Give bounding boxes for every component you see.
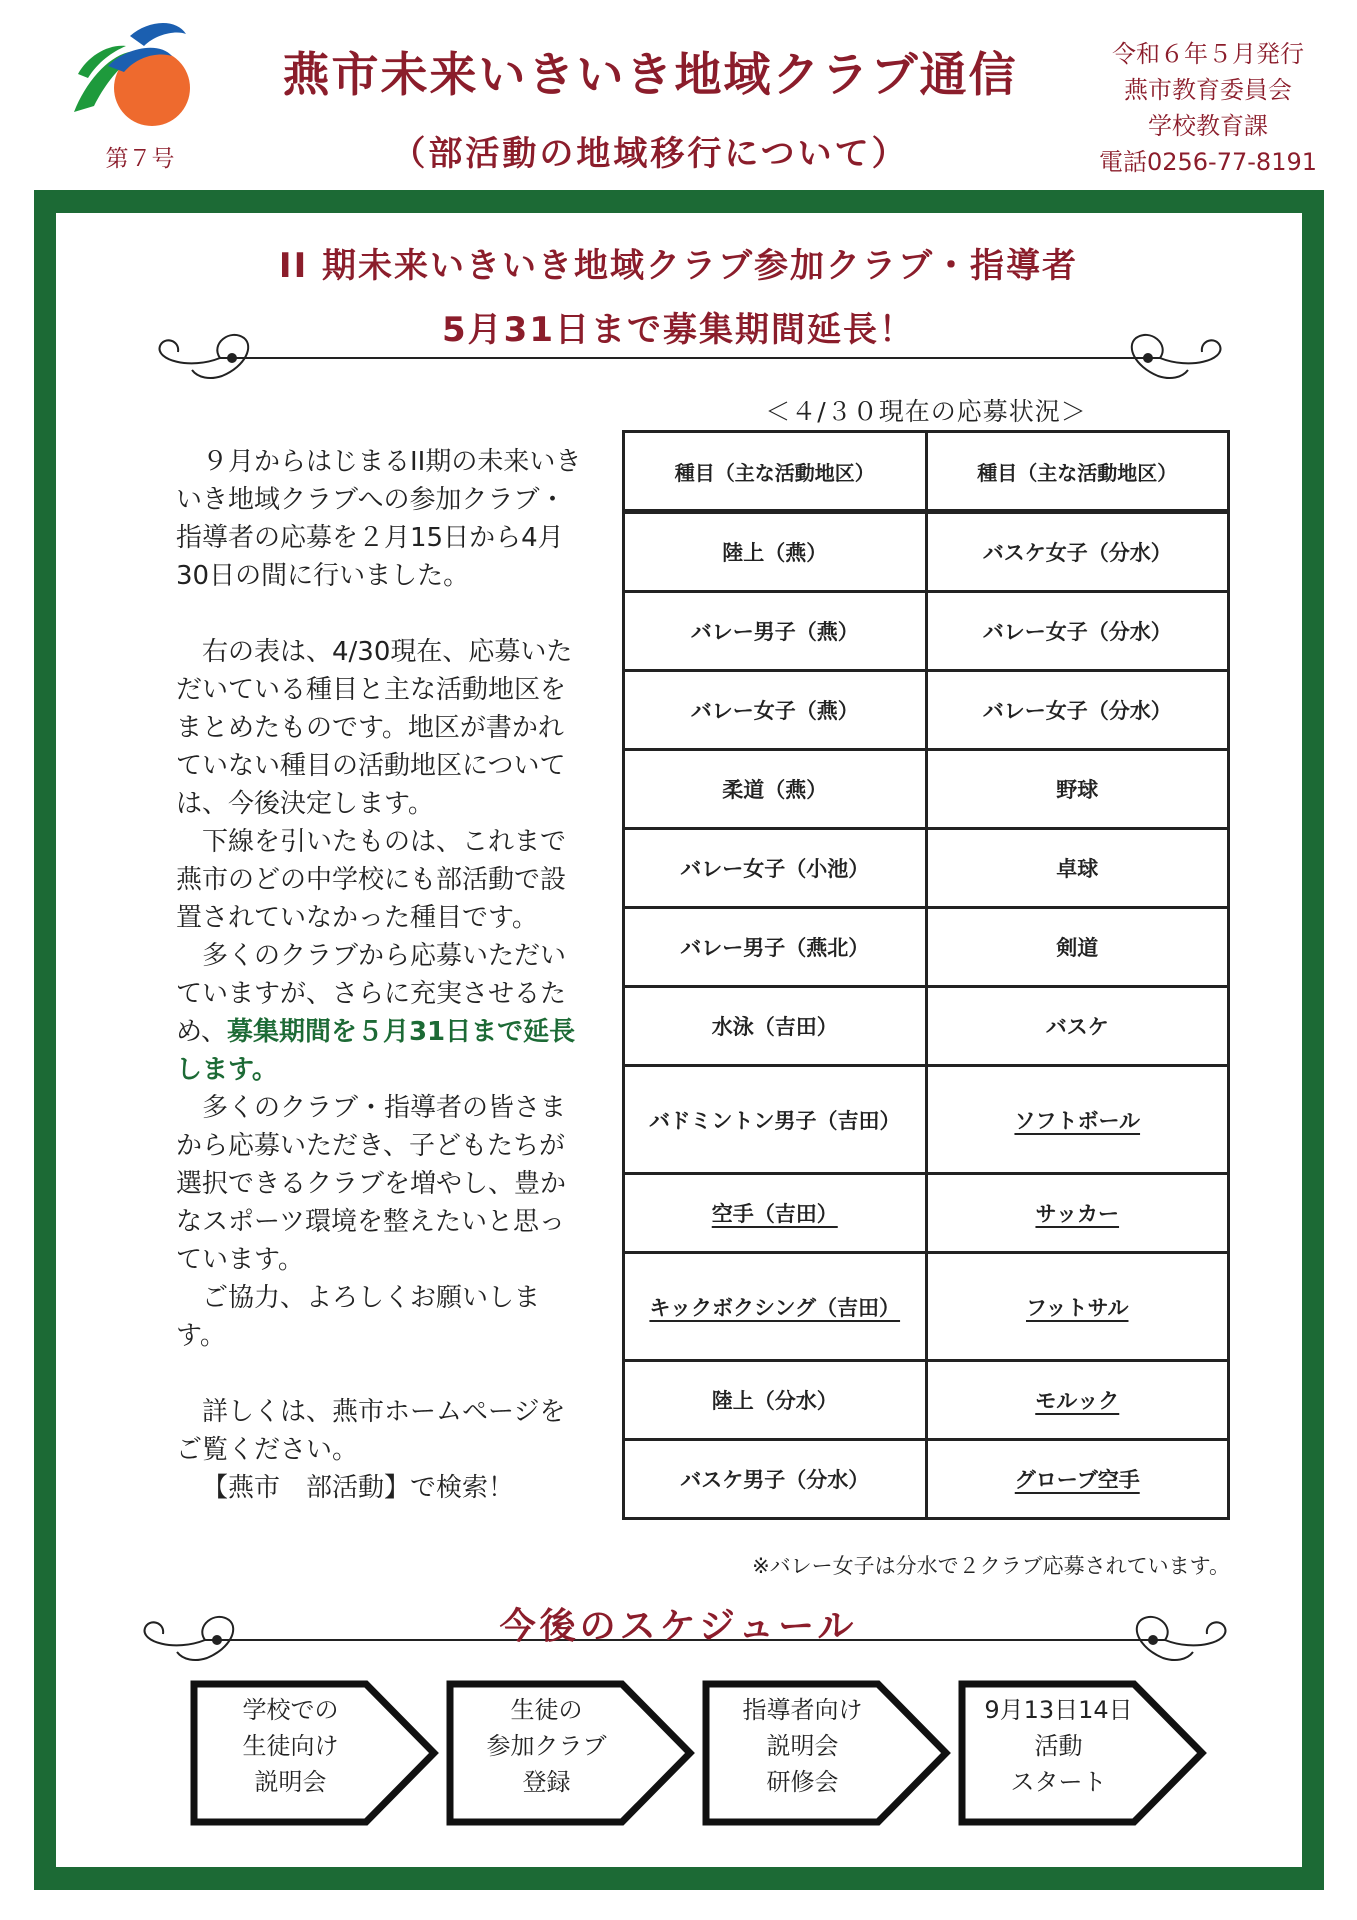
step-line: 研修会 [766, 1768, 839, 1796]
article-body [176, 443, 586, 1507]
table-header: 種目（主な活動地区） [624, 432, 927, 512]
table-cell-new-sport: モルック [926, 1361, 1229, 1440]
paragraph-homepage: 詳しくは、燕市ホームページをご覧ください。 [176, 1397, 566, 1465]
table-row [624, 1174, 1229, 1253]
issuer-phone: 電話0256-77-8191 [1098, 148, 1317, 176]
table-cell: バドミントン男子（吉田） [624, 1066, 927, 1174]
newsletter-title: 燕市未来いきいき地域クラブ通信 [282, 48, 1018, 103]
issuer-board: 燕市教育委員会 [1124, 76, 1292, 104]
step-line: 指導者向け [742, 1696, 863, 1724]
application-status-table [622, 430, 1230, 1520]
paragraph-extension [176, 937, 586, 1089]
paragraph-goal: 多くのクラブ・指導者の皆さまから応募いただき、子どもたちが選択できるクラブを増やし、豊かなスポーツ環境を整えたいと思っています。 [176, 1093, 567, 1275]
table-row [624, 1361, 1229, 1440]
headline-line2: 5月31日まで募集期間延長！ [442, 310, 915, 350]
table-note: ※バレー女子は分水で２クラブ応募されています。 [752, 1554, 1230, 1578]
table-cell: バスケ [926, 987, 1229, 1066]
table-cell-new-sport: キックボクシング（吉田） [624, 1253, 927, 1361]
table-cell: バレー女子（分水） [926, 592, 1229, 671]
table-cell: 卓球 [926, 829, 1229, 908]
table-row [624, 592, 1229, 671]
table-cell: バレー女子（小池） [624, 829, 927, 908]
step-line: 学校での [242, 1696, 339, 1724]
schedule-step-1 [190, 1680, 440, 1826]
table-cell: バレー女子（分水） [926, 671, 1229, 750]
table-cell: バレー男子（燕） [624, 592, 927, 671]
step-line: 説明会 [766, 1732, 839, 1760]
table-cell: バレー女子（燕） [624, 671, 927, 750]
city-logo [68, 16, 192, 128]
table-cell-new-sport: 空手（吉田） [624, 1174, 927, 1253]
issuer-section: 学校教育課 [1148, 112, 1268, 140]
table-caption: ＜４/３０現在の応募状況＞ [765, 397, 1087, 426]
paragraph-thanks: ご協力、よろしくお願いします。 [176, 1283, 541, 1351]
schedule-step-2 [446, 1680, 696, 1826]
table-row [624, 987, 1229, 1066]
table-row [624, 671, 1229, 750]
step-line: 生徒の [510, 1696, 583, 1724]
table-cell-new-sport: ソフトボール [926, 1066, 1229, 1174]
table-row [624, 750, 1229, 829]
table-cell-new-sport: サッカー [926, 1174, 1229, 1253]
extension-highlight: 募集期間を５月31日まで延長します。 [176, 1017, 576, 1085]
step-line: 9月13日14日 [984, 1696, 1133, 1724]
table-row [624, 908, 1229, 987]
step-line: スタート [1010, 1768, 1107, 1796]
table-row [624, 829, 1229, 908]
table-cell: 水泳（吉田） [624, 987, 927, 1066]
table-cell: バレー男子（燕北） [624, 908, 927, 987]
table-cell: 陸上（燕） [624, 512, 927, 592]
paragraph-underline-note: 下線を引いたものは、これまで燕市のどの中学校にも部活動で設置されていなかった種目です。 [176, 827, 567, 933]
step-line: 活動 [1034, 1732, 1083, 1760]
issue-number: 第７号 [105, 146, 175, 172]
table-cell-new-sport: フットサル [926, 1253, 1229, 1361]
schedule-title: 今後のスケジュール [499, 1606, 858, 1647]
extension-text: 多くのクラブから応募いただいていますが、さらに充実させるため、 [176, 941, 567, 1047]
step-line: 参加クラブ [486, 1732, 607, 1760]
step-line: 説明会 [254, 1768, 327, 1796]
table-cell-new-sport: グローブ空手 [926, 1440, 1229, 1519]
step-line: 登録 [522, 1768, 571, 1796]
table-cell: 柔道（燕） [624, 750, 927, 829]
table-cell: バスケ男子（分水） [624, 1440, 927, 1519]
table-cell: バスケ女子（分水） [926, 512, 1229, 592]
schedule-step-3 [702, 1680, 952, 1826]
table-cell: 剣道 [926, 908, 1229, 987]
table-row [624, 1066, 1229, 1174]
paragraph-table-explain: 右の表は、4/30現在、応募いただいている種目と主な活動地区をまとめたものです。地区が書かれていない種目の活動地区については、今後決定します。 [176, 637, 573, 819]
table-header-row [624, 432, 1229, 512]
table-row [624, 512, 1229, 592]
issuer-info [1078, 36, 1338, 180]
table-row [624, 1440, 1229, 1519]
paragraph-intro: ９月からはじまるII期の未来いきいき地域クラブへの参加クラブ・指導者の応募を２月15日から4月30日の間に行いました。 [176, 447, 582, 591]
headline-line1: II 期未来いきいき地域クラブ参加クラブ・指導者 [278, 246, 1079, 286]
ornament-divider [150, 330, 1230, 386]
paragraph-search: 【燕市 部活動】で検索！ [202, 1473, 515, 1503]
table-cell: 野球 [926, 750, 1229, 829]
schedule-step-4 [958, 1680, 1208, 1826]
table-header: 種目（主な活動地区） [926, 432, 1229, 512]
table-row [624, 1253, 1229, 1361]
table-cell: 陸上（分水） [624, 1361, 927, 1440]
newsletter-subtitle: （部活動の地域移行について） [391, 134, 909, 174]
step-line: 生徒向け [242, 1732, 339, 1760]
issue-date: 令和６年５月発行 [1112, 40, 1304, 68]
